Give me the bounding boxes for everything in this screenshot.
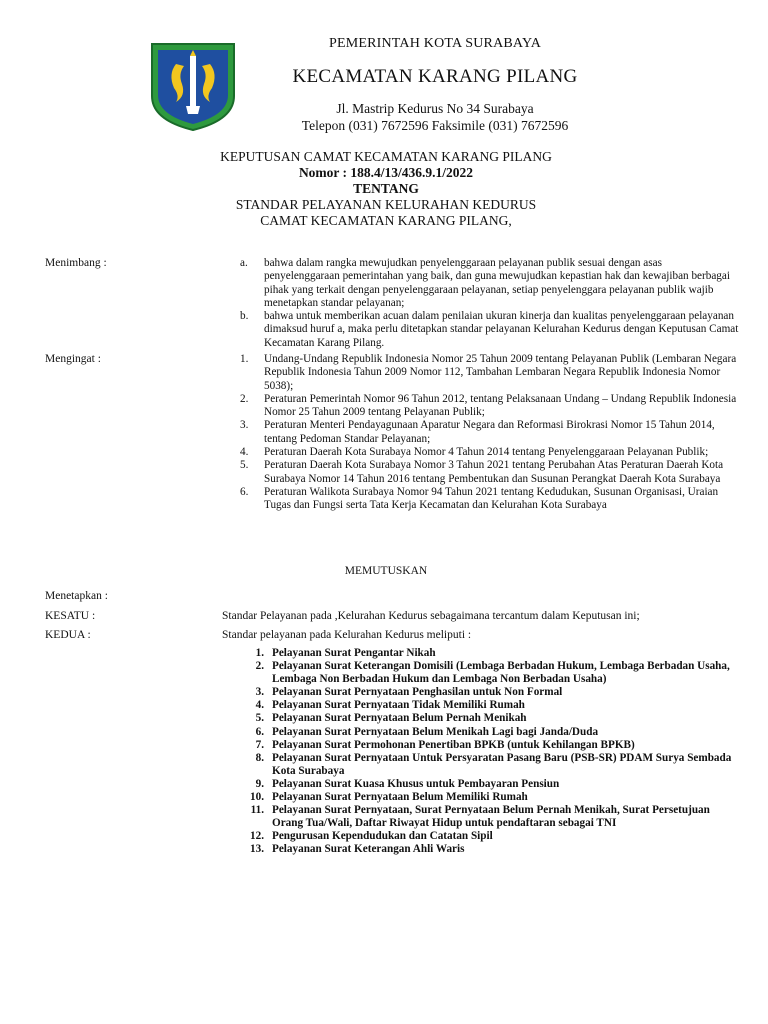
list-text: Pelayanan Surat Permohonan Penertiban BPKB (untuk Kehilangan BPKB) xyxy=(272,738,635,751)
decree-issuer: CAMAT KECAMATAN KARANG PILANG, xyxy=(260,213,512,228)
list-item xyxy=(230,752,740,778)
decree-tentang: TENTANG xyxy=(353,181,419,196)
list-text: Peraturan Walikota Surabaya Nomor 94 Tahun 2021 tentang Kedudukan, Susunan Organisasi, Uraian Tugas dan Fungsi serta Tata Kerja Kecamatan dan Kelurahan Kota Surabaya xyxy=(264,485,719,512)
list-text: Pelayanan Surat Pernyataan, Surat Pernyataan Belum Pernah Menikah, Surat Persetujuan Orang Tua/Wali, Daftar Riwayat Hidup untuk pendaftaran sebagai TNI xyxy=(272,804,710,830)
list-item xyxy=(240,310,740,350)
list-marker: 4. xyxy=(255,699,264,712)
list-marker: 5. xyxy=(255,712,264,725)
list-item xyxy=(230,647,740,660)
list-marker: 6. xyxy=(240,485,249,498)
list-item xyxy=(240,486,740,513)
kedua-text: Standar pelayanan pada Kelurahan Kedurus meliputi : xyxy=(222,629,472,641)
list-text: Peraturan Menteri Pendayagunaan Aparatur Negara dan Reformasi Birokrasi Nomor 15 Tahun 2014, tentang Pedoman Standar Pelayanan; xyxy=(264,419,715,445)
letterhead-government: PEMERINTAH KOTA SURABAYA xyxy=(328,36,542,51)
kedua-label: KEDUA : xyxy=(45,629,91,641)
list-marker: 8. xyxy=(255,751,264,764)
menetapkan-label: Menetapkan : xyxy=(45,590,108,602)
list-item xyxy=(230,843,740,856)
list-marker: b. xyxy=(240,310,249,323)
list-marker: 5. xyxy=(240,459,249,472)
list-text: Pelayanan Surat Pernyataan Belum Memiliki Rumah xyxy=(272,791,528,804)
list-marker: 2. xyxy=(240,392,249,405)
list-item xyxy=(240,257,740,310)
list-item xyxy=(230,712,740,725)
list-item xyxy=(240,446,740,459)
letterhead-district: KECAMATAN KARANG PILANG xyxy=(292,66,578,87)
list-item xyxy=(230,686,740,699)
list-item xyxy=(230,830,740,843)
list-text: Pelayanan Surat Pernyataan Untuk Persyaratan Pasang Baru (PSB-SR) PDAM Surya Sembada Kota Surabaya xyxy=(272,751,732,777)
list-text: Peraturan Daerah Kota Surabaya Nomor 4 Tahun 2014 tentang Penyelenggaraan Pelayanan Publik; xyxy=(264,446,709,459)
decree-title: KEPUTUSAN CAMAT KECAMATAN KARANG PILANG xyxy=(220,149,552,164)
menimbang-list xyxy=(240,257,740,350)
list-marker: 3. xyxy=(255,686,264,699)
list-text: Pelayanan Surat Keterangan Ahli Waris xyxy=(272,843,465,856)
list-text: Pelayanan Surat Kuasa Khusus untuk Pembayaran Pensiun xyxy=(272,777,560,790)
list-marker: 10. xyxy=(250,791,264,804)
list-marker: 11. xyxy=(250,804,264,817)
list-item xyxy=(230,778,740,791)
list-text: Peraturan Pemerintah Nomor 96 Tahun 2012, tentang Pelaksanaan Undang – Undang Republik Indonesia Nomor 25 Tahun 2009 tentang Pelayanan Publik; xyxy=(264,392,737,419)
decree-number: Nomor : 188.4/13/436.9.1/2022 xyxy=(298,165,474,180)
list-text: Peraturan Daerah Kota Surabaya Nomor 3 Tahun 2021 tentang Perubahan Atas Peraturan Daerah Kota Surabaya Nomor 14 Tahun 2016 tentang Pembentukan dan Susunan Perangkat Daerah Kota Surabaya xyxy=(264,459,724,485)
list-text: Pelayanan Surat Pernyataan Belum Menikah Lagi bagi Janda/Duda xyxy=(272,725,599,738)
menimbang-label: Menimbang : xyxy=(45,257,107,269)
list-item xyxy=(240,353,740,393)
list-item xyxy=(230,791,740,804)
list-item xyxy=(230,804,740,830)
list-text: bahwa untuk memberikan acuan dalam penilaian ukuran kinerja dan kualitas penyelenggaraan pelayanan dimaksud huruf a, maka perlu ditetapkan standar pelayanan Kelurahan Kedurus dengan Keputusan Camat Kecamatan Karang Pilang. xyxy=(264,310,739,349)
list-marker: 1. xyxy=(255,647,264,659)
list-text: Pelayanan Surat Pernyataan Penghasilan untuk Non Formal xyxy=(272,686,563,699)
list-text: Pelayanan Surat Pernyataan Belum Pernah Menikah xyxy=(272,712,527,725)
list-text: Pelayanan Surat Keterangan Domisili (Lembaga Berbadan Hukum, Lembaga Berbadan Usaha, Lembaga Non Berbadan Hukum dan Lembaga Non Berbadan Usaha) xyxy=(272,660,730,686)
list-marker: 7. xyxy=(255,738,264,751)
letterhead-phone: Telepon (031) 7672596 Faksimile (031) 7672596 xyxy=(301,118,569,133)
kesatu-label: KESATU : xyxy=(45,610,96,622)
mengingat-list xyxy=(240,353,740,513)
decree-subject: STANDAR PELAYANAN KELURAHAN KEDURUS xyxy=(235,197,537,212)
list-text: Undang-Undang Republik Indonesia Nomor 25 Tahun 2009 tentang Pelayanan Publik (Lembaran Negara Republik Indonesia Tahun 2009 Nomor 112, Tambahan Lembaran Negara Republik Indonesia Nomor 5038); xyxy=(264,353,737,392)
list-marker: 13. xyxy=(250,843,264,856)
list-item xyxy=(240,419,740,446)
list-text: Pelayanan Surat Pernyataan Tidak Memiliki Rumah xyxy=(272,699,525,712)
list-text: Pelayanan Surat Pengantar Nikah xyxy=(272,647,436,659)
list-marker: 1. xyxy=(240,353,249,365)
list-item xyxy=(230,660,740,686)
list-text: bahwa dalam rangka mewujudkan penyelenggaraan pelayanan publik sesuai dengan asas penyelenggaraan pemerintahan yang baik, dan guna mewujudkan kepastian hak dan kewajiban berbagai pihak yang terkait dengan penyelenggaraan pelayanan, setiap penyelenggara pelayanan publik wajib menetapkan standar pelayanan; xyxy=(264,257,730,309)
list-marker: 6. xyxy=(255,725,264,738)
services-list xyxy=(230,647,740,857)
kesatu-text: Standar Pelayanan pada ,Kelurahan Kedurus sebagaimana tercantum dalam Keputusan ini; xyxy=(222,610,640,622)
list-marker: 9. xyxy=(255,777,264,790)
letterhead-address: Jl. Mastrip Kedurus No 34 Surabaya xyxy=(336,101,534,116)
list-item xyxy=(230,739,740,752)
list-marker: 4. xyxy=(240,446,249,459)
memutuskan-heading: MEMUTUSKAN xyxy=(344,565,428,577)
surabaya-crest-logo xyxy=(146,38,240,134)
list-marker: 12. xyxy=(250,830,264,843)
list-marker: 2. xyxy=(255,660,264,673)
mengingat-label: Mengingat : xyxy=(45,353,101,365)
list-item xyxy=(240,459,740,486)
list-text: Pengurusan Kependudukan dan Catatan Sipil xyxy=(272,830,493,843)
list-item xyxy=(230,699,740,712)
list-marker: a. xyxy=(240,257,248,269)
list-marker: 3. xyxy=(240,419,249,432)
list-item xyxy=(240,393,740,420)
list-item xyxy=(230,726,740,739)
